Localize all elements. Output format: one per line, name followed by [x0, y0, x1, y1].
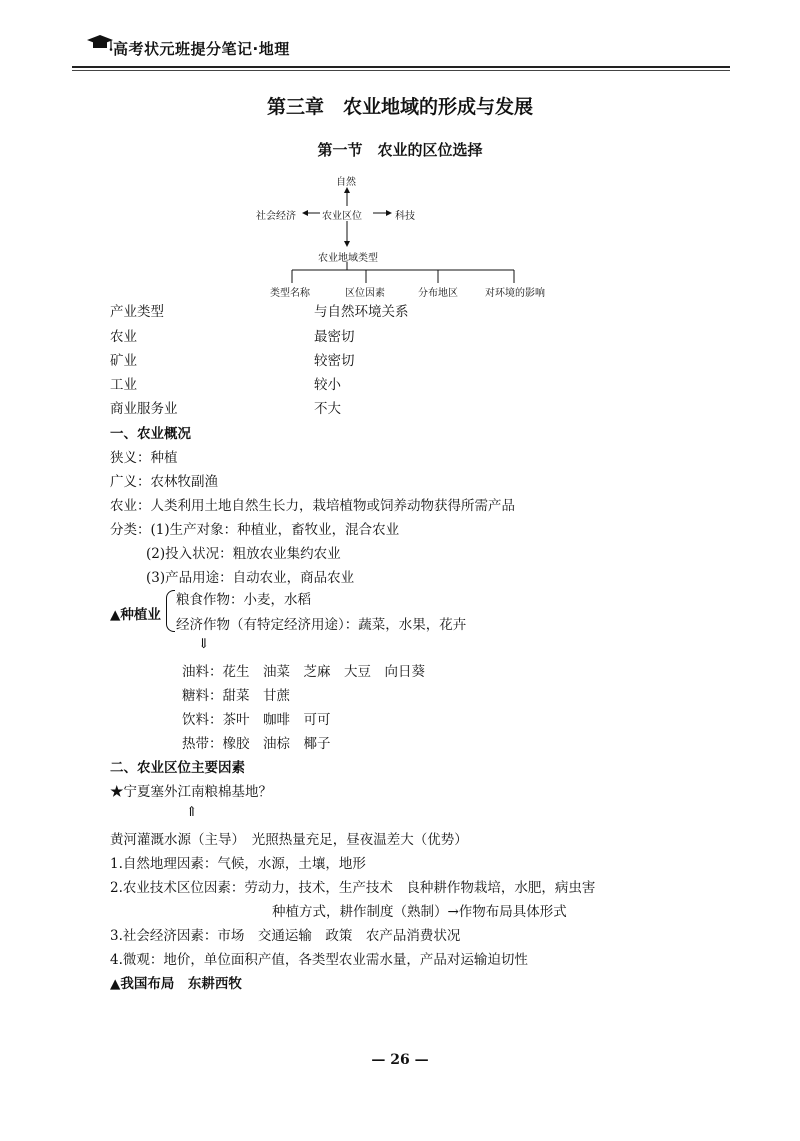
chapter-title: 第三章 农业地域的形成与发展 [266, 96, 533, 118]
overview-heading: 一、农业概况 [110, 426, 191, 442]
table-cell: 商业服务业 [110, 401, 178, 417]
overview-broad: 广义：农林牧副渔 [110, 474, 218, 490]
factor-technology: 2.农业技术区位因素：劳动力，技术，生产技术 良种耕作物栽培，水肥，病虫害 [110, 880, 596, 896]
diagram-node-tech: 科技 [395, 211, 415, 222]
diagram-branch-name: 类型名称 [270, 288, 310, 299]
crop-drink: 饮料：茶叶 咖啡 可可 [182, 712, 331, 728]
table-cell: 最密切 [314, 329, 355, 345]
table-header-relation: 与自然环境关系 [314, 304, 409, 320]
food-crops: 粮食作物：小麦，水稻 [176, 592, 311, 608]
factors-question: ★宁夏塞外江南粮棉基地？ [110, 784, 272, 800]
header-title: 高考状元班提分笔记·地理 [113, 40, 290, 58]
factor-micro: 4.微观：地价，单位面积产值，各类型农业需水量，产品对运输迫切性 [110, 952, 528, 968]
up-arrow: ⇑ [186, 804, 198, 820]
factors-answer: 黄河灌溉水源（主导） 光照热量充足，昼夜温差大（优势） [110, 832, 468, 848]
down-arrow: ⇓ [198, 636, 210, 652]
overview-class-2: (2)投入状况：粗放农业集约农业 [146, 546, 341, 562]
diagram-arrows [0, 0, 800, 300]
overview-definition: 农业：人类利用土地自然生长力，栽培植物或饲养动物获得所需产品 [110, 498, 515, 514]
factor-socioeconomic: 3.社会经济因素：市场 交通运输 政策 农产品消费状况 [110, 928, 461, 944]
table-cell: 矿业 [110, 353, 137, 369]
crop-oil: 油料：花生 油菜 芝麻 大豆 向日葵 [182, 664, 425, 680]
page-number: — 26 — [371, 1052, 429, 1068]
crop-tropical: 热带：橡胶 油棕 椰子 [182, 736, 331, 752]
china-layout: ▲我国布局 东耕西牧 [110, 976, 242, 992]
planting-label: ▲种植业 [110, 607, 161, 623]
crop-sugar: 糖料：甜菜 甘蔗 [182, 688, 290, 704]
factor-natural: 1.自然地理因素：气候，水源，土壤，地形 [110, 856, 366, 872]
brace [166, 590, 175, 632]
cash-crops: 经济作物（有特定经济用途）：蔬菜，水果，花卉 [176, 617, 467, 633]
table-cell: 较密切 [314, 353, 355, 369]
overview-narrow: 狭义：种植 [110, 450, 178, 466]
section-title: 第一节 农业的区位选择 [317, 141, 483, 159]
diagram-node-center: 农业区位 [322, 211, 362, 222]
diagram-node-society: 社会经济 [256, 211, 296, 222]
diagram-node-region-type: 农业地域类型 [318, 253, 378, 264]
diagram-branch-factors: 区位因素 [345, 288, 385, 299]
overview-class-3: (3)产品用途：自动农业，商品农业 [146, 570, 355, 586]
table-cell: 不大 [314, 401, 341, 417]
diagram-branch-distribution: 分布地区 [418, 288, 458, 299]
table-header-industry: 产业类型 [110, 304, 164, 320]
diagram-branch-impact: 对环境的影响 [485, 288, 545, 299]
table-cell: 农业 [110, 329, 137, 345]
factor-technology-cont: 种植方式，耕作制度（熟制）→作物布局具体形式 [272, 904, 567, 920]
factors-heading: 二、农业区位主要因素 [110, 760, 245, 776]
table-cell: 工业 [110, 377, 137, 393]
diagram-node-nature: 自然 [336, 177, 356, 188]
table-cell: 较小 [314, 377, 341, 393]
overview-class-1: 分类：(1)生产对象：种植业，畜牧业，混合农业 [110, 522, 400, 538]
